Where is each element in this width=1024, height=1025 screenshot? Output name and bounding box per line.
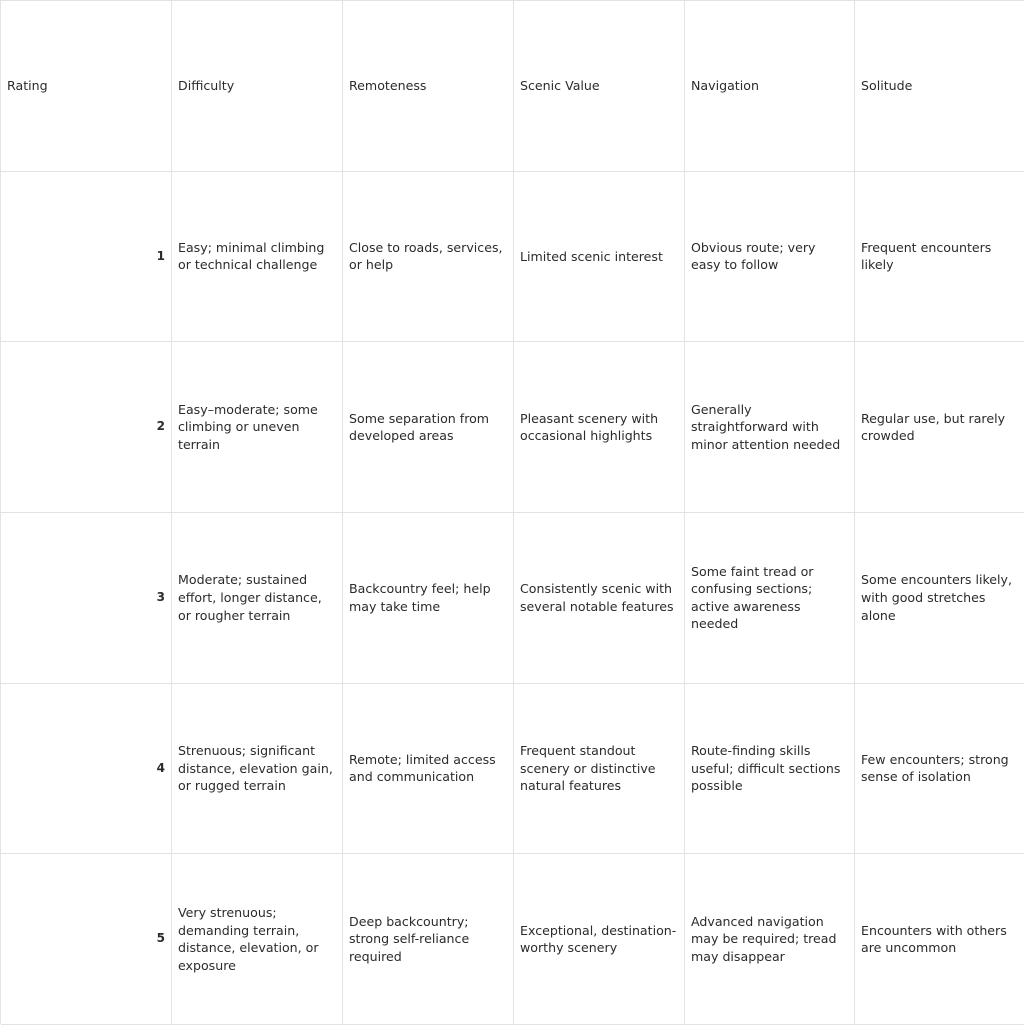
- cell-text: Some separation from developed areas: [349, 410, 490, 444]
- cell-text: Limited scenic interest: [520, 248, 663, 264]
- cell-text: Few encounters; strong sense of isolation: [861, 751, 1009, 785]
- navigation-cell: [685, 342, 855, 513]
- cell-text: Remote; limited access and communication: [349, 751, 496, 785]
- header-label: Remoteness: [349, 78, 427, 94]
- solitude-cell: [855, 513, 1024, 684]
- header-difficulty: [172, 1, 343, 172]
- navigation-cell: [685, 684, 855, 855]
- header-rating: [1, 1, 172, 172]
- rating-cell: [1, 342, 172, 513]
- rating-value: 3: [156, 590, 165, 604]
- remoteness-cell: [343, 342, 514, 513]
- solitude-cell: [855, 854, 1024, 1025]
- difficulty-cell: [172, 684, 343, 855]
- scenic-value-cell: [514, 684, 685, 855]
- cell-text: Close to roads, services, or help: [349, 239, 503, 273]
- rating-cell: [1, 684, 172, 855]
- rating-cell: [1, 513, 172, 684]
- cell-text: Advanced navigation may be required; tread may disappear: [691, 913, 837, 964]
- header-label: Solitude: [861, 78, 913, 94]
- cell-text: Frequent encounters likely: [861, 239, 992, 273]
- rating-value: 4: [156, 760, 165, 775]
- cell-text: Very strenuous; demanding terrain, distance, elevation, or exposure: [178, 904, 319, 973]
- rating-cell: [1, 854, 172, 1025]
- solitude-cell: [855, 172, 1024, 343]
- difficulty-cell: [172, 172, 343, 343]
- difficulty-cell: [172, 513, 343, 684]
- cell-text: Backcountry feel; help may take time: [349, 581, 491, 614]
- rating-cell: [1, 172, 172, 343]
- cell-text: Exceptional, destination-worthy scenery: [520, 922, 677, 956]
- header-scenic-value: [514, 1, 685, 172]
- cell-text: Consistently scenic with several notable features: [520, 581, 674, 614]
- remoteness-cell: [343, 854, 514, 1025]
- header-remoteness: [343, 1, 514, 172]
- cell-text: Easy; minimal climbing or technical challenge: [178, 239, 325, 273]
- header-solitude: [855, 1, 1024, 172]
- solitude-cell: [855, 684, 1024, 855]
- remoteness-cell: [343, 172, 514, 343]
- cell-text: Encounters with others are uncommon: [861, 922, 1007, 956]
- header-label: Scenic Value: [520, 78, 600, 94]
- header-label: Navigation: [691, 78, 759, 94]
- cell-text: Easy–moderate; some climbing or uneven terrain: [178, 401, 318, 452]
- cell-text: Strenuous; significant distance, elevation gain, or rugged terrain: [178, 743, 333, 794]
- rating-value: 5: [156, 931, 165, 946]
- scenic-value-cell: [514, 342, 685, 513]
- cell-text: Deep backcountry; strong self-reliance required: [349, 913, 470, 964]
- header-label: Difficulty: [178, 78, 235, 94]
- cell-text: Generally straightforward with minor attention needed: [691, 401, 841, 452]
- cell-text: Some encounters likely, with good stretches alone: [861, 572, 1013, 623]
- rating-value: 2: [156, 419, 165, 434]
- rating-value: 1: [156, 248, 165, 263]
- scenic-value-cell: [514, 513, 685, 684]
- difficulty-cell: [172, 342, 343, 513]
- cell-text: Route-finding skills useful; difficult sections possible: [691, 743, 841, 794]
- header-navigation: [685, 1, 855, 172]
- cell-text: Regular use, but rarely crowded: [861, 410, 1006, 444]
- navigation-cell: [685, 172, 855, 343]
- cell-text: Pleasant scenery with occasional highlights: [520, 410, 659, 444]
- cell-text: Obvious route; very easy to follow: [691, 239, 816, 273]
- scenic-value-cell: [514, 854, 685, 1025]
- remoteness-cell: [343, 684, 514, 855]
- cell-text: Frequent standout scenery or distinctive natural features: [520, 743, 656, 794]
- navigation-cell: [685, 513, 855, 684]
- difficulty-cell: [172, 854, 343, 1025]
- cell-text: Moderate; sustained effort, longer distance, or rougher terrain: [178, 572, 322, 623]
- cell-text: Some faint tread or confusing sections; active awareness needed: [691, 563, 814, 632]
- solitude-cell: [855, 342, 1024, 513]
- scenic-value-cell: [514, 172, 685, 343]
- remoteness-cell: [343, 513, 514, 684]
- header-label: Rating: [7, 78, 48, 94]
- navigation-cell: [685, 854, 855, 1025]
